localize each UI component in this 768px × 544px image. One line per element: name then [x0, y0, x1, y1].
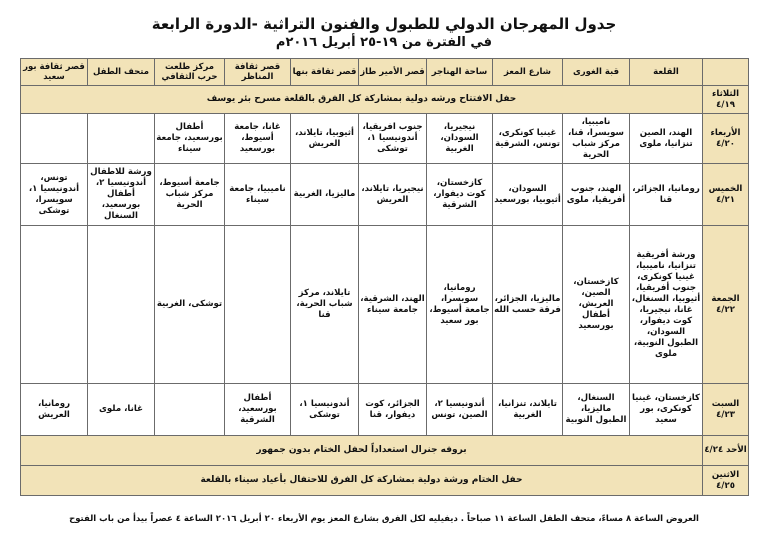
schedule-cell: تايلاند، تنزانيا، الغربية: [493, 384, 563, 436]
day-cell: الأربعاء ٤/٢٠: [703, 114, 749, 164]
header-cell: قبة الغورى: [563, 59, 630, 86]
header-cell: قصر ثقافة المناظر: [225, 59, 291, 86]
table-row: [21, 114, 749, 164]
schedule-cell: [155, 384, 225, 436]
table-row: [21, 436, 749, 466]
header-cell: قصر ثقافة بنها: [291, 59, 359, 86]
header-cell: قصر ثقافة بور سعيد: [21, 59, 88, 86]
header-row: [21, 59, 749, 86]
day-cell: الجمعة ٤/٢٢: [703, 226, 749, 384]
schedule-cell: توشكى، الغربية: [155, 226, 225, 384]
header-cell: شارع المعز: [493, 59, 563, 86]
table-row: [21, 466, 749, 496]
schedule-cell: كازخستان، غينيا كونكرى، بور سعيد: [630, 384, 703, 436]
schedule-cell: [88, 226, 155, 384]
schedule-cell: جنوب افريقيا، أندونيسيا ١، توشكى: [359, 114, 427, 164]
schedule-cell: [88, 114, 155, 164]
event-cell: حفل الختام ورشة دولية بمشاركة كل الفرق للاحتفال بأعياد سيناء بالقلعة: [21, 466, 703, 496]
schedule-cell: ناميبيا، جامعة سيناء: [225, 164, 291, 226]
schedule-cell: كازخستان، الصين، العريش، أطفال بورسعيد: [563, 226, 630, 384]
schedule-cell: تايلاند، مركز شباب الحرية، قنا: [291, 226, 359, 384]
schedule-cell: ورشة للاطفال أندونيسيا ٢، أطفال بورسعيد، السنغال: [88, 164, 155, 226]
header-cell: [703, 59, 749, 86]
schedule-cell: أطفال بورسعيد، الشرقية: [225, 384, 291, 436]
schedule-cell: غينيا كونكرى، تونس، الشرقية: [493, 114, 563, 164]
schedule-table: [20, 58, 749, 496]
header-cell: القلعة: [630, 59, 703, 86]
schedule-cell: تونس، أندونيسيا ١، سويسرا، توشكى: [21, 164, 88, 226]
schedule-cell: أطفال بورسعيد، جامعة سيناء: [155, 114, 225, 164]
schedule-cell: أندونيسيا ١، توشكى: [291, 384, 359, 436]
event-cell: حفل الافتتاح ورشه دولية بمشاركة كل الفرق بالقلعة مسرح بئر يوسف: [21, 86, 703, 114]
schedule-cell: أثيوبيا، تايلاند، العريش: [291, 114, 359, 164]
header-cell: متحف الطفل: [88, 59, 155, 86]
schedule-cell: ناميبيا، سويسرا، قنا، مركز شباب الحرية: [563, 114, 630, 164]
schedule-cell: نيجيريا، السودان، الغربية: [427, 114, 493, 164]
schedule-cell: ورشة أفريقية تنزانيا، ناميبيا، غينيا كونكرى، جنوب أفريقيا، أثيوبيا، السنغال، غانا، نيجيريا، كوت ديفوار، السودان، الطبول النوبية، ملوى: [630, 226, 703, 384]
table-row: [21, 86, 749, 114]
day-cell: الخميس ٤/٢١: [703, 164, 749, 226]
schedule-cell: ماليزيا، الغربية: [291, 164, 359, 226]
schedule-cell: أندونيسيا ٢، الصين، تونس: [427, 384, 493, 436]
table-row: [21, 384, 749, 436]
schedule-cell: كازخستان، كوت ديفوار، الشرقية: [427, 164, 493, 226]
table-row: [21, 164, 749, 226]
schedule-cell: رومانيا، سويسرا، جامعة أسيوط، بور سعيد: [427, 226, 493, 384]
day-cell: السبت ٤/٢٣: [703, 384, 749, 436]
schedule-cell: [21, 114, 88, 164]
title-line-2: في الفترة من ١٩-٢٥ أبريل ٢٠١٦م: [275, 35, 493, 50]
schedule-cell: رومانيا، الجزائر، قنا: [630, 164, 703, 226]
page-title: [0, 14, 768, 52]
schedule-cell: ماليزيا، الجزائر، فرقة حسب الله: [493, 226, 563, 384]
schedule-cell: جامعة أسيوط، مركز شباب الحرية: [155, 164, 225, 226]
schedule-cell: غانا، جامعة أسيوط، بورسعيد: [225, 114, 291, 164]
schedule-cell: [21, 226, 88, 384]
event-cell: بروفه جنرال استعداداً لحفل الختام بدون جمهور: [21, 436, 703, 466]
schedule-cell: الجزائر، كوت ديفوار، قنا: [359, 384, 427, 436]
schedule-cell: [225, 226, 291, 384]
schedule-cell: السودان، أثيوبيا، بورسعيد: [493, 164, 563, 226]
header-cell: قصر الأمير طاز: [359, 59, 427, 86]
schedule-cell: نيجيريا، تايلاند، العريش: [359, 164, 427, 226]
title-line-1: جدول المهرجان الدولي للطبول والفنون التراثية -الدورة الرابعة: [151, 15, 617, 33]
day-cell: الثلاثاء ٤/١٩: [703, 86, 749, 114]
schedule-cell: السنغال، ماليزيا، الطبول النوبية: [563, 384, 630, 436]
schedule-cell: رومانيا، العريش: [21, 384, 88, 436]
schedule-cell: الهند، الصين تنزانيا، ملوى: [630, 114, 703, 164]
header-cell: ساحة الهناجر: [427, 59, 493, 86]
header-cell: مركز طلعت حرب الثقافي: [155, 59, 225, 86]
day-cell: الاثنين ٤/٢٥: [703, 466, 749, 496]
table-row: [21, 226, 749, 384]
schedule-cell: الهند، الشرقية، جامعة سيناء: [359, 226, 427, 384]
footer-note: العروض الساعة ٨ مساءً، متحف الطفل الساعة ١١ صباحاً . ديفيليه لكل الفرق بشارع المعز يوم الأربعاء ٢٠ أبريل ٢٠١٦ الساعة ٤ عصراً بيدأ من باب الفتوح: [69, 514, 699, 524]
schedule-cell: غانا، ملوى: [88, 384, 155, 436]
schedule-cell: الهند، جنوب أفريقيا، ملوى: [563, 164, 630, 226]
day-cell: الأحد ٤/٢٤: [703, 436, 749, 466]
